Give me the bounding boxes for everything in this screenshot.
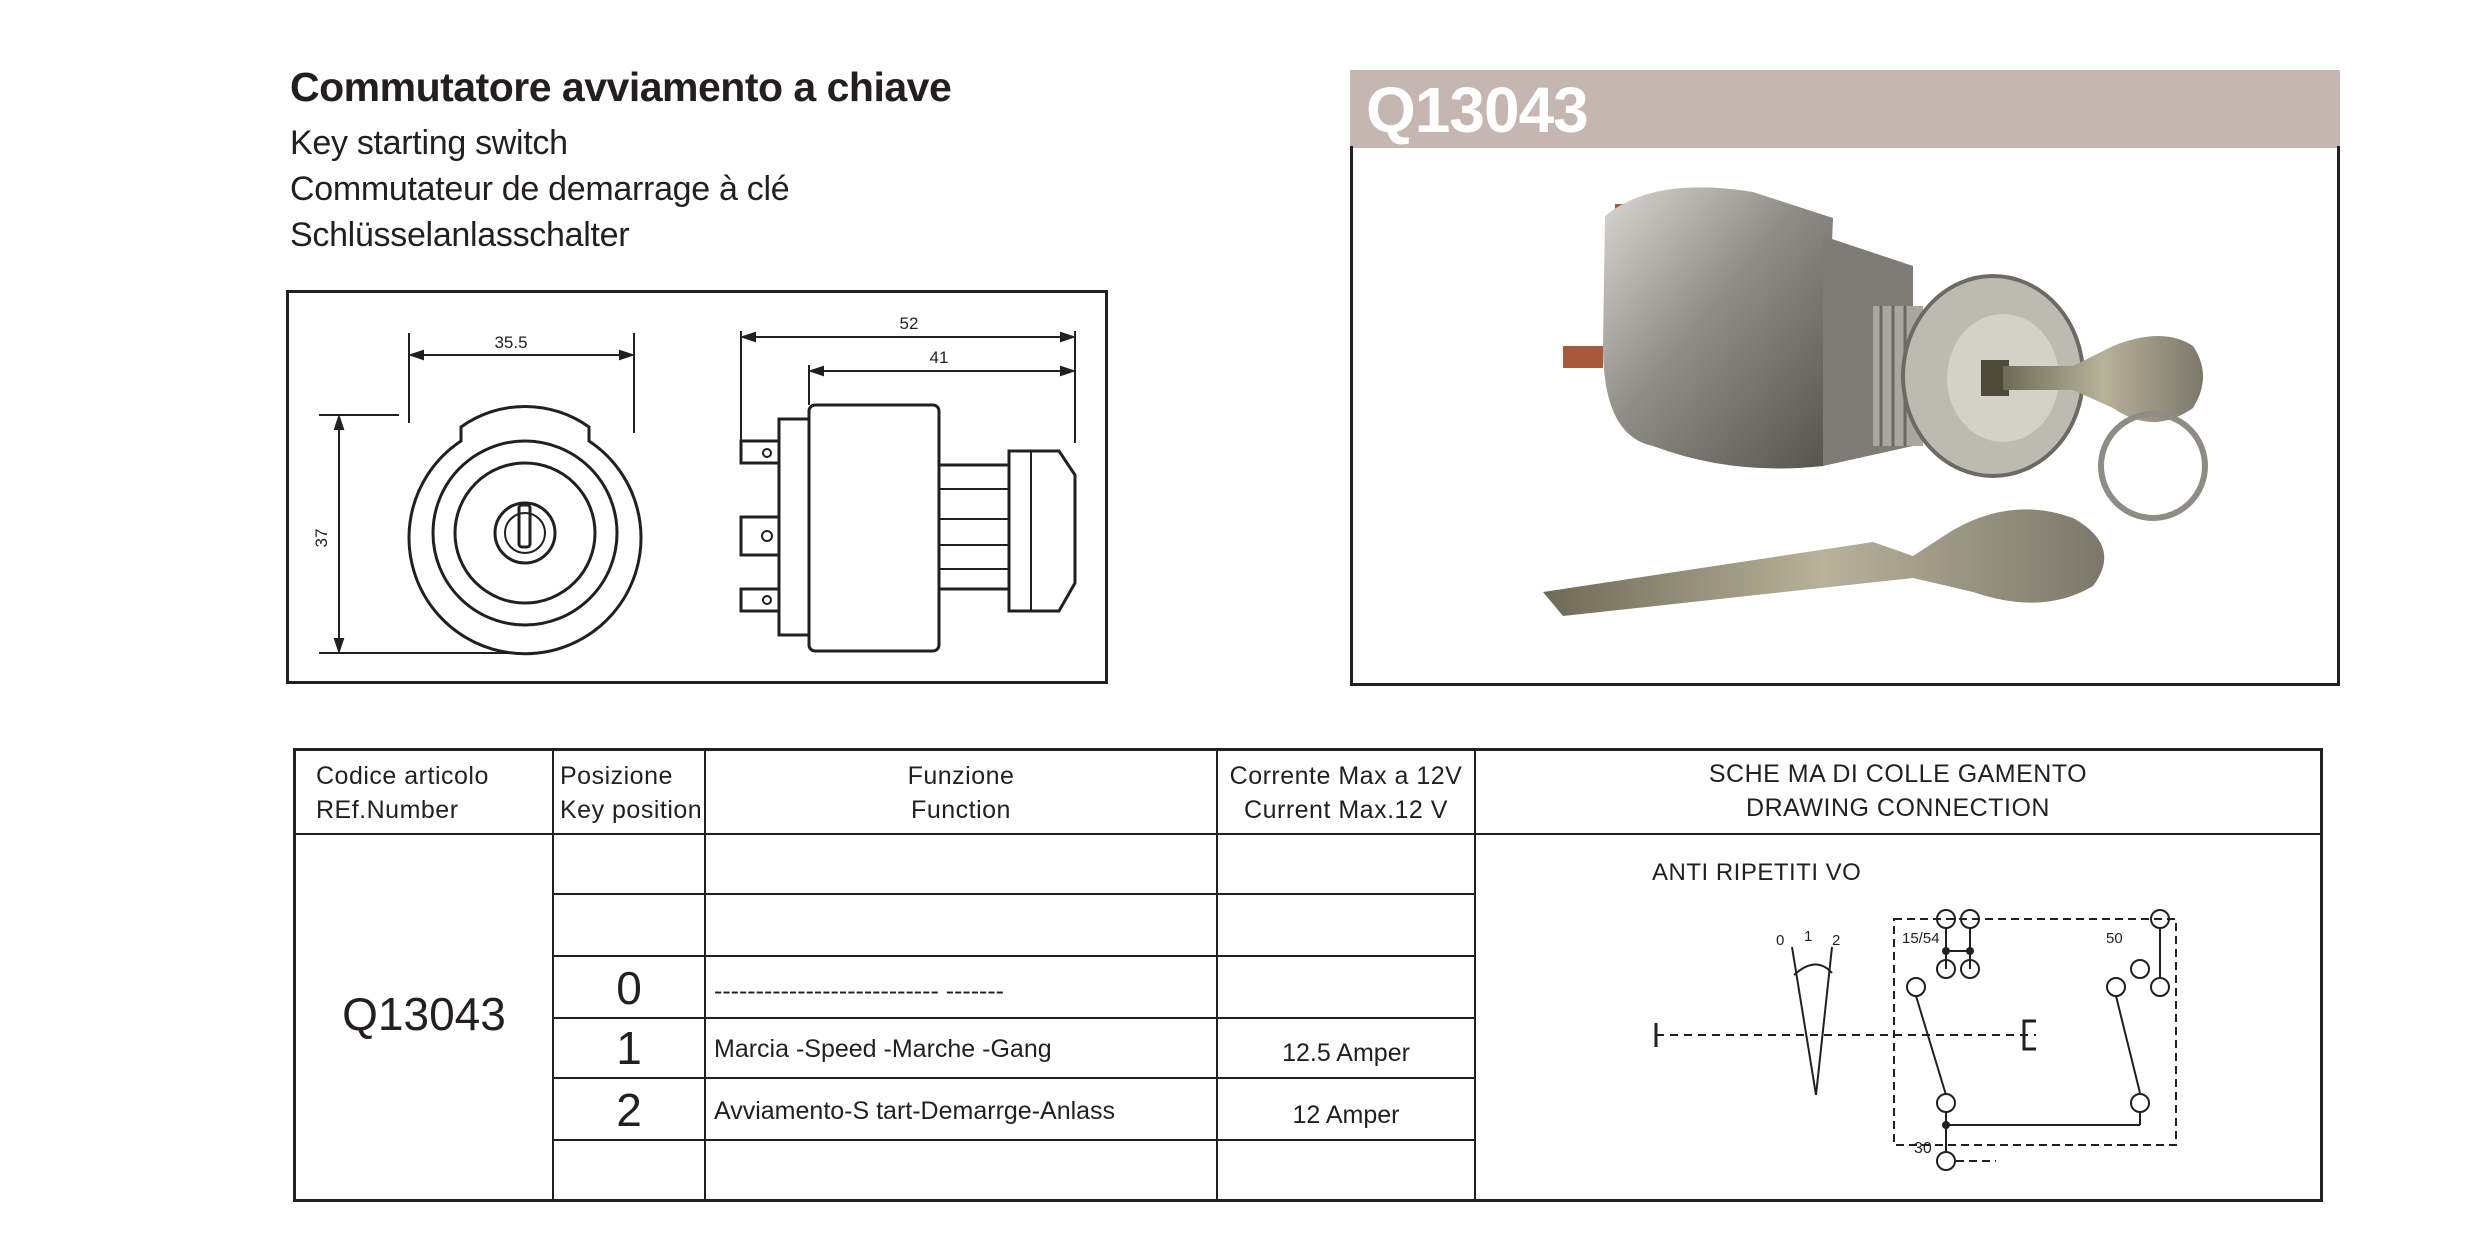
dim-label-height: 37 <box>312 528 331 548</box>
position-2: 2 <box>616 1084 642 1136</box>
front-ring-inner <box>455 463 595 603</box>
dim-label-body-length: 41 <box>929 348 949 367</box>
switch-neck-side <box>939 465 1009 589</box>
function-2: Avviamento-S tart-Demarrge-Anlass <box>714 1097 1116 1125</box>
scheme-label: ANTI RIPETITI VO <box>1652 859 1862 886</box>
header-function: Funzione Function <box>907 762 1015 824</box>
product-title: Commutatore avviamento a chiave <box>290 64 952 110</box>
subtitle-french: Commutateur de demarrage à clé <box>290 170 790 208</box>
key-lying <box>1543 509 2104 616</box>
current-1: 12.5 Amper <box>1282 1039 1410 1067</box>
terminal-tab-side <box>1563 346 1603 368</box>
subtitle-german: Schlüsselanlasschalter <box>290 216 630 254</box>
key-slot <box>519 505 530 547</box>
subtitle-english: Key starting switch <box>290 124 568 162</box>
function-0: --------------------------- ------- <box>714 977 1005 1005</box>
terminal-top <box>741 441 779 463</box>
product-code: Q13043 <box>1366 74 1588 146</box>
current-2: 12 Amper <box>1292 1101 1400 1129</box>
terminal-bottom <box>741 589 779 611</box>
key-ring <box>2101 414 2205 518</box>
header-current: Corrente Max a 12V Current Max.12 V <box>1229 762 1463 824</box>
terminal-30-label: 30 <box>1914 1140 1932 1157</box>
dimension-drawing <box>289 293 1105 681</box>
front-housing <box>409 406 641 653</box>
scheme-pos-1: 1 <box>1804 928 1813 945</box>
article-code: Q13043 <box>342 988 506 1040</box>
scheme-pos-0: 0 <box>1776 932 1785 949</box>
dim-label-width: 35.5 <box>494 333 528 352</box>
terminal-middle <box>741 517 779 555</box>
header-code: Codice articolo REf.Number <box>316 762 489 824</box>
position-0: 0 <box>616 962 642 1014</box>
wiring-diagram <box>1476 835 2320 1199</box>
header-scheme: SCHE MA DI COLLE GAMENTO DRAWING CONNECTION <box>1708 760 2088 822</box>
position-1: 1 <box>616 1022 642 1074</box>
terminal-50-label: 50 <box>2106 930 2123 947</box>
function-1: Marcia -Speed -Marche -Gang <box>714 1035 1052 1063</box>
ignition-switch-illustration <box>1353 146 2337 682</box>
technical-drawing <box>286 290 1108 684</box>
product-photo <box>1350 146 2340 686</box>
switch-housing <box>1603 187 1833 468</box>
front-ring-outer <box>433 441 617 625</box>
switch-body-side <box>809 405 939 651</box>
header-position: Posizione Key position <box>560 762 703 824</box>
terminal-15-54-label: 15/54 <box>1902 930 1940 947</box>
switch-cap-side <box>1009 451 1075 611</box>
spec-table <box>293 748 2323 1202</box>
switch-box <box>1894 919 2176 1145</box>
scheme-pos-2: 2 <box>1832 932 1841 949</box>
dim-label-total-length: 52 <box>899 314 919 333</box>
product-code-bar <box>1350 70 2340 148</box>
